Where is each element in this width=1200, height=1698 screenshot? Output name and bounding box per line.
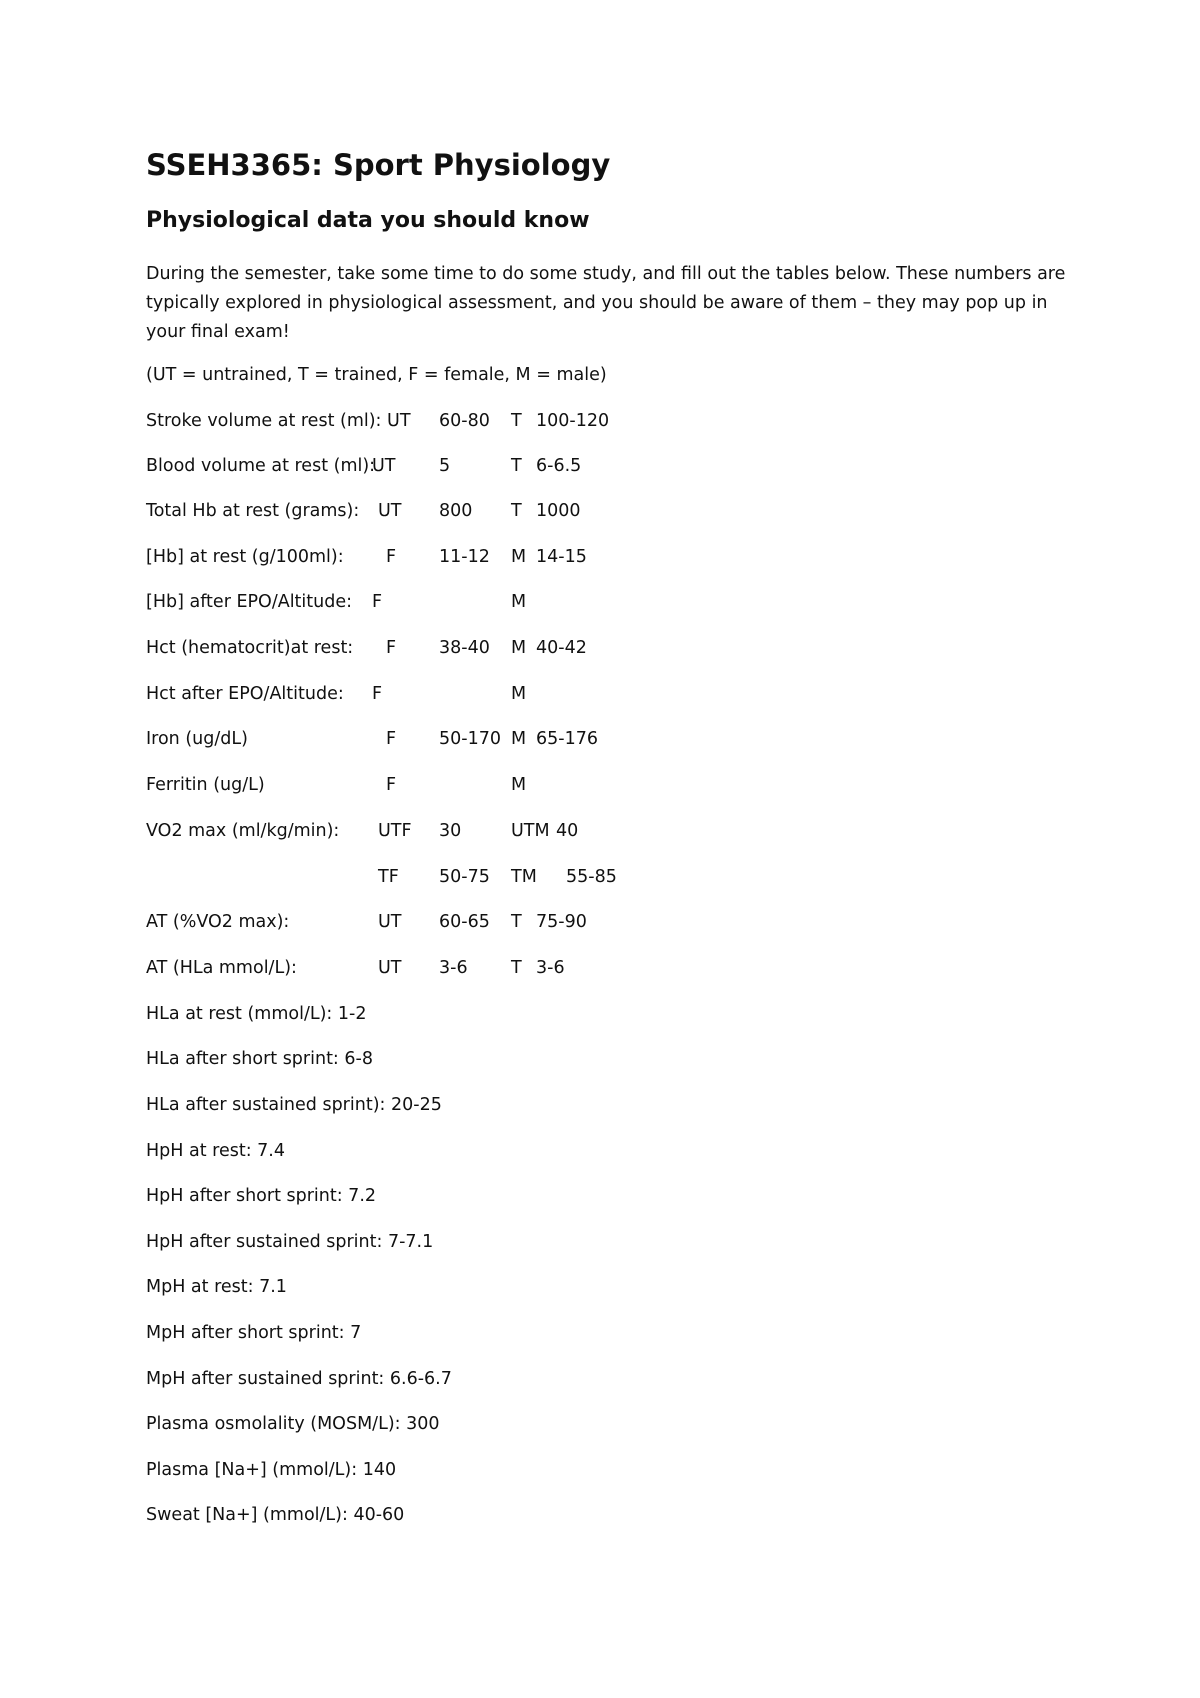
group1-value: 11-12	[439, 547, 490, 567]
group1-value: 800	[439, 501, 473, 521]
row-label: HLa after sustained sprint): 20-25	[146, 1095, 442, 1115]
group2-code: T	[511, 411, 522, 431]
intro-paragraph: During the semester, take some time to do some study, and fill out the tables below. These numbers are typically explored in physiological assessment, and you should be aware of them – they may pop up in your final exam!	[146, 264, 1066, 342]
group1-value: 38-40	[439, 638, 490, 658]
group1-code: UT	[372, 456, 396, 476]
group1-code: F	[372, 684, 383, 704]
group2-code: M	[511, 729, 527, 749]
group2-code: M	[511, 592, 527, 612]
row-label: HpH after short sprint: 7.2	[146, 1186, 377, 1206]
group1-value: 60-65	[439, 912, 490, 932]
row-label: AT (HLa mmol/L):	[146, 958, 297, 978]
group1-value: 30	[439, 821, 462, 841]
group1-value: 3-6	[439, 958, 468, 978]
group1-code: TF	[378, 867, 399, 887]
row-label: Hct (hematocrit)at rest:	[146, 638, 354, 658]
group2-code: T	[511, 501, 522, 521]
row-label: VO2 max (ml/kg/min):	[146, 821, 340, 841]
group1-code: UTF	[378, 821, 412, 841]
row-label: MpH after short sprint: 7	[146, 1323, 362, 1343]
row-label: AT (%VO2 max):	[146, 912, 290, 932]
row-label: Hct after EPO/Altitude:	[146, 684, 344, 704]
group1-code: F	[372, 592, 383, 612]
group2-code: M	[511, 684, 527, 704]
group2-value: 14-15	[536, 547, 587, 567]
row-label: Total Hb at rest (grams):	[146, 501, 360, 521]
group1-code: F	[386, 729, 397, 749]
row-label: [Hb] after EPO/Altitude:	[146, 592, 353, 612]
group2-code: M	[511, 547, 527, 567]
group1-value: 50-170	[439, 729, 501, 749]
row-label: Plasma [Na+] (mmol/L): 140	[146, 1460, 397, 1480]
group2-value: 3-6	[536, 958, 565, 978]
group2-value: 40	[556, 821, 579, 841]
group2-code: T	[511, 912, 522, 932]
row-label: Blood volume at rest (ml):	[146, 456, 376, 476]
group1-code: UT	[378, 501, 402, 521]
group1-code: UT	[378, 958, 402, 978]
group2-code: M	[511, 775, 527, 795]
row-label: MpH at rest: 7.1	[146, 1277, 287, 1297]
group2-value: 100-120	[536, 411, 610, 431]
group1-code: UT	[378, 912, 402, 932]
group1-value: 5	[439, 456, 451, 476]
row-label: HLa after short sprint: 6-8	[146, 1049, 373, 1069]
group2-code: T	[511, 958, 522, 978]
group1-code: F	[386, 547, 397, 567]
group2-value: 75-90	[536, 912, 587, 932]
group1-value: 50-75	[439, 867, 490, 887]
abbreviation-legend: (UT = untrained, T = trained, F = female, M = male)	[146, 365, 607, 385]
group2-code: M	[511, 638, 527, 658]
row-label: Iron (ug/dL)	[146, 729, 248, 749]
row-label: HpH at rest: 7.4	[146, 1141, 285, 1161]
row-label: HLa at rest (mmol/L): 1-2	[146, 1004, 367, 1024]
group1-code: F	[386, 638, 397, 658]
group1-value: 60-80	[439, 411, 490, 431]
group2-value: 65-176	[536, 729, 598, 749]
row-label: HpH after sustained sprint: 7-7.1	[146, 1232, 434, 1252]
group2-code: TM	[511, 867, 537, 887]
group2-value: 6-6.5	[536, 456, 582, 476]
section-subtitle: Physiological data you should know	[146, 208, 590, 233]
row-label: MpH after sustained sprint: 6.6-6.7	[146, 1369, 452, 1389]
group2-code: T	[511, 456, 522, 476]
page-title: SSEH3365: Sport Physiology	[146, 148, 611, 182]
row-label: Ferritin (ug/L)	[146, 775, 265, 795]
group2-value: 1000	[536, 501, 581, 521]
group2-code: UTM	[511, 821, 550, 841]
group2-value: 55-85	[566, 867, 617, 887]
group2-value: 40-42	[536, 638, 587, 658]
row-label: Plasma osmolality (MOSM/L): 300	[146, 1414, 440, 1434]
row-label: [Hb] at rest (g/100ml):	[146, 547, 344, 567]
row-label: Sweat [Na+] (mmol/L): 40-60	[146, 1505, 405, 1525]
row-label: Stroke volume at rest (ml): UT	[146, 411, 411, 431]
group1-code: F	[386, 775, 397, 795]
